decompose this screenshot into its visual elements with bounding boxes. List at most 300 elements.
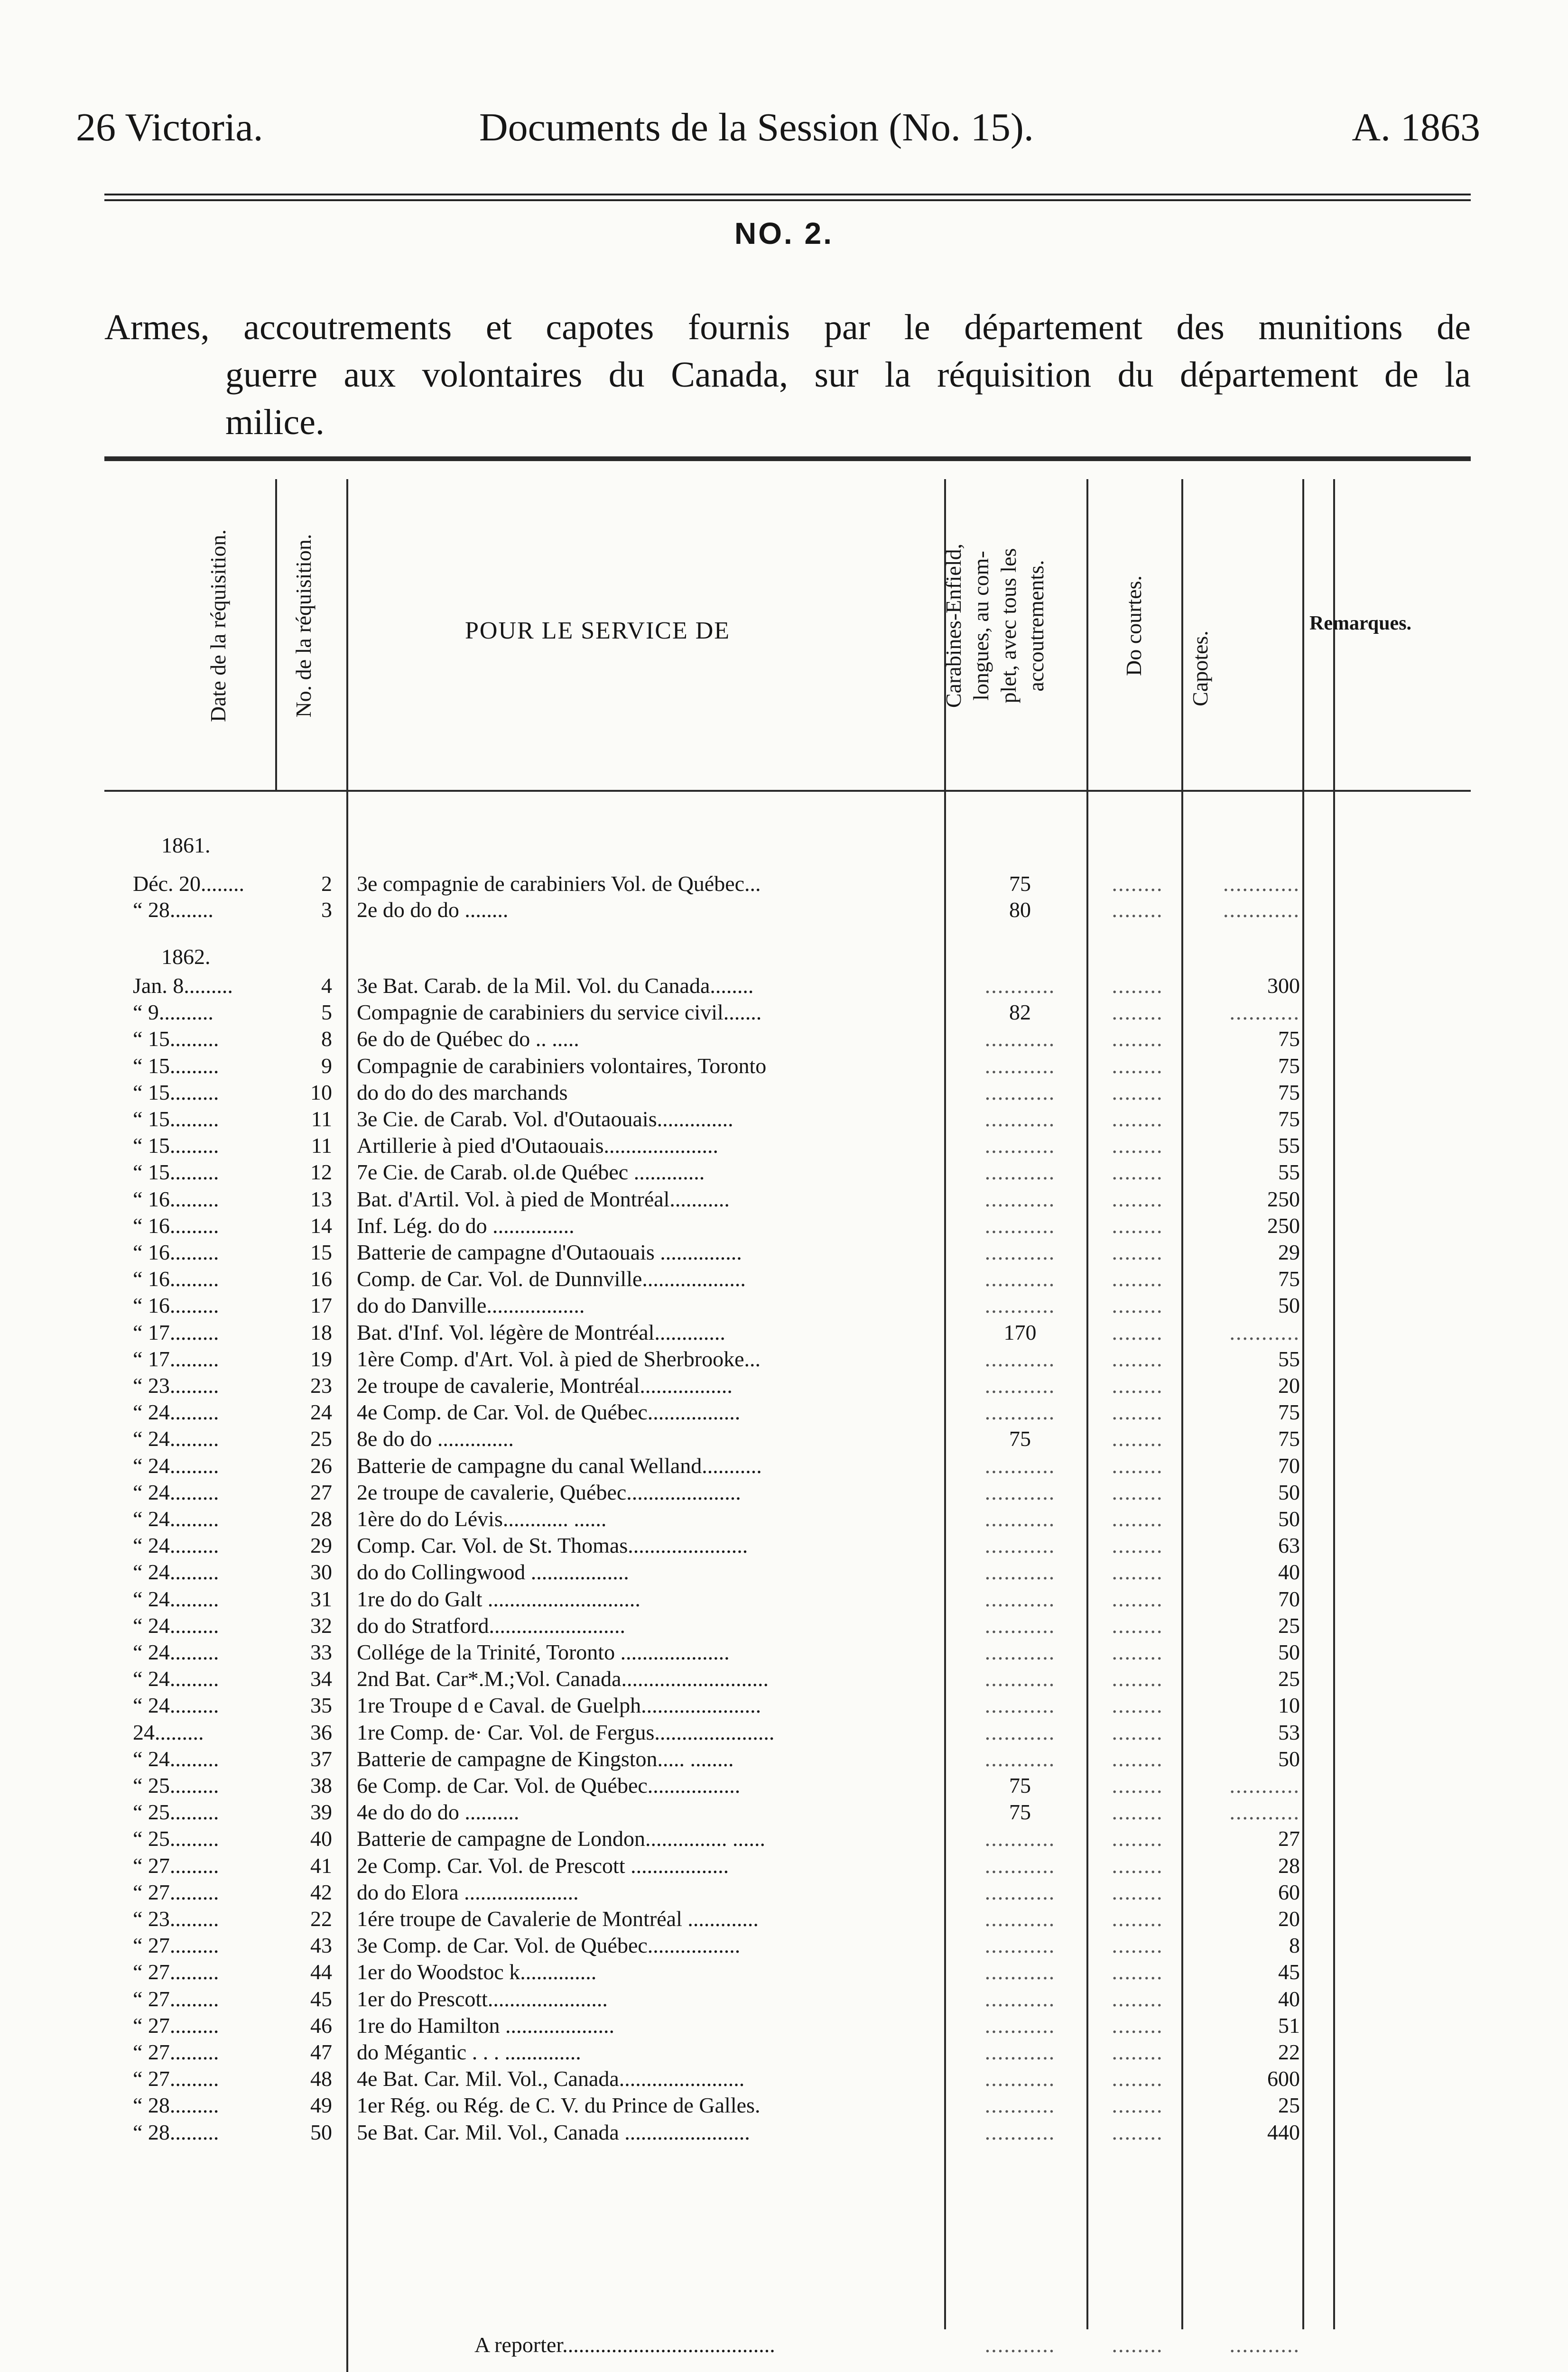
row-capotes: ........... [1229,1000,1300,1025]
table-row [0,2092,1568,2119]
row-date: “ 24......... [133,1693,219,1718]
row-date: “ 24......... [133,1586,219,1611]
row-short-rifles: ........ [1112,1373,1163,1398]
row-capotes: ............ [1223,871,1300,896]
reporter-long: ........... [984,2333,1056,2357]
row-service: 2e troupe de cavalerie, Québec..................... [357,1480,741,1504]
table-row [0,1292,1568,1319]
row-long-rifles: ........... [984,2093,1056,2118]
row-service: 1ère Comp. d'Art. Vol. à pied de Sherbrooke... [357,1346,761,1371]
row-capotes: 53 [1278,1720,1300,1744]
row-date: “ 28......... [133,2093,219,2118]
table-caption [104,304,1471,446]
row-capotes: 29 [1278,1240,1300,1264]
row-capotes: 50 [1278,1640,1300,1664]
row-date: “ 25......... [133,1773,219,1798]
row-capotes: 300 [1267,973,1300,998]
row-long-rifles: ........... [984,1853,1056,1878]
row-long-rifles: 82 [1009,1000,1031,1025]
year-1861: 1861. [161,833,211,857]
row-long-rifles: ........... [984,2040,1056,2064]
row-requisition-no: 40 [310,1826,332,1851]
row-date: “ 24......... [133,1427,219,1451]
row-date: “ 17......... [133,1346,219,1371]
row-short-rifles: ........ [1112,1773,1163,1798]
row-requisition-no: 44 [310,1960,332,1984]
col-head-capotes: Capotes. [1188,630,1212,706]
row-short-rifles: ........ [1112,2040,1163,2064]
row-long-rifles: ........... [984,1693,1056,1718]
row-long-rifles: 75 [1009,871,1031,896]
row-short-rifles: ........ [1112,1586,1163,1611]
row-service: 1re do Hamilton .................... [357,2013,614,2038]
row-long-rifles: ........... [984,1880,1056,1904]
table-row [0,1372,1568,1399]
row-long-rifles: 80 [1009,898,1031,922]
row-date: “ 15......... [133,1107,219,1131]
row-long-rifles: ........... [984,1826,1056,1851]
row-requisition-no: 11 [311,1107,332,1131]
row-requisition-no: 13 [310,1186,332,1211]
row-date: “ 16......... [133,1293,219,1318]
row-date: “ 25......... [133,1826,219,1851]
table-row [0,2012,1568,2039]
row-service: 3e Cie. de Carab. Vol. d'Outaouais.............. [357,1107,733,1131]
row-capotes: 45 [1278,1960,1300,1984]
row-date: “ 24......... [133,1453,219,1478]
section-heading: NO. 2. [734,216,834,250]
row-date: “ 28......... [133,2120,219,2144]
row-long-rifles: ........... [984,1213,1056,1238]
col-head-long-4: accoutrements. [1024,560,1048,692]
row-long-rifles: ........... [984,1480,1056,1504]
row-service: Batterie de campagne du canal Welland........... [357,1453,762,1478]
row-capotes: 25 [1278,1667,1300,1691]
row-capotes: 75 [1278,1053,1300,1078]
table-row [0,1799,1568,1825]
row-short-rifles: ........ [1112,1453,1163,1478]
row-requisition-no: 31 [310,1586,332,1611]
row-service: Artillerie à pied d'Outaouais..................... [357,1133,719,1158]
row-service: 4e Comp. de Car. Vol. de Québec................. [357,1400,741,1425]
row-service: 6e Comp. de Car. Vol. de Québec................. [357,1773,741,1798]
row-short-rifles: ........ [1112,1746,1163,1771]
row-date: “ 16......... [133,1213,219,1238]
table-row [0,1932,1568,1959]
table-head-rule [104,790,1471,792]
row-short-rifles: ........ [1112,1293,1163,1318]
table-row [0,1879,1568,1906]
row-capotes: 55 [1278,1160,1300,1185]
row-capotes: 8 [1289,1933,1300,1958]
row-long-rifles: ........... [984,1160,1056,1185]
row-date: “ 25......... [133,1800,219,1825]
row-capotes: 55 [1278,1133,1300,1158]
row-capotes: 75 [1278,1400,1300,1425]
table-row [0,2119,1568,2146]
col-head-no: No. de la réquisition. [291,534,315,718]
row-long-rifles: ........... [984,1133,1056,1158]
row-requisition-no: 35 [310,1693,332,1718]
table-row [0,1479,1568,1506]
col-head-long-1: Carabines-Enfield, [941,543,965,708]
row-capotes: 70 [1278,1586,1300,1611]
row-requisition-no: 41 [310,1853,332,1878]
row-service: 3e Comp. de Car. Vol. de Québec................. [357,1933,741,1958]
row-date: “ 24......... [133,1507,219,1531]
row-requisition-no: 30 [310,1560,332,1584]
row-requisition-no: 37 [310,1746,332,1771]
row-long-rifles: ........... [984,1027,1056,1051]
row-short-rifles: ........ [1112,1986,1163,2011]
row-service: 1re do do Galt ............................ [357,1586,640,1611]
row-capotes: ........... [1229,1800,1300,1825]
row-capotes: 600 [1267,2066,1300,2091]
table-row [0,1319,1568,1346]
row-service: 6e do de Québec do .. ..... [357,1027,579,1051]
col-head-service: POUR LE SERVICE DE [465,617,731,644]
row-service: 1re Comp. de· Car. Vol. de Fergus...................... [357,1720,775,1744]
row-date: “ 24......... [133,1613,219,1638]
reporter-capotes: ........... [1229,2333,1300,2357]
row-requisition-no: 19 [310,1346,332,1371]
row-requisition-no: 17 [310,1293,332,1318]
row-short-rifles: ........ [1112,1507,1163,1531]
row-requisition-no: 32 [310,1613,332,1638]
table-row [0,1559,1568,1585]
row-short-rifles: ........ [1112,1960,1163,1984]
row-long-rifles: ........... [984,1107,1056,1131]
row-requisition-no: 34 [310,1667,332,1691]
reporter-row [0,2332,1568,2358]
row-requisition-no: 4 [321,973,332,998]
row-date: “ 24......... [133,1400,219,1425]
row-requisition-no: 22 [310,1907,332,1931]
row-capotes: ........... [1229,1320,1300,1344]
row-capotes: ........... [1229,1773,1300,1798]
row-service: Batterie de campagne de London............... ...... [357,1826,765,1851]
row-service: do do Elora ..................... [357,1880,579,1904]
row-short-rifles: ........ [1112,1400,1163,1425]
row-long-rifles: ........... [984,1560,1056,1584]
table-row [0,1825,1568,1852]
row-long-rifles: ........... [984,1586,1056,1611]
row-service: 1er do Prescott...................... [357,1986,608,2011]
row-requisition-no: 39 [310,1800,332,1825]
table-row [0,1772,1568,1799]
row-short-rifles: ........ [1112,2013,1163,2038]
row-short-rifles: ........ [1112,1320,1163,1344]
row-requisition-no: 8 [321,1027,332,1051]
table-row [0,897,1568,923]
row-requisition-no: 49 [310,2093,332,2118]
row-capotes: 75 [1278,1080,1300,1104]
row-long-rifles: ........... [984,1960,1056,1984]
col-head-date: Date de la réquisition. [206,529,230,723]
col-head-short: Do courtes. [1122,575,1146,676]
row-long-rifles: ........... [984,2013,1056,2038]
row-short-rifles: ........ [1112,871,1163,896]
row-capotes: 20 [1278,1907,1300,1931]
row-short-rifles: ........ [1112,1907,1163,1931]
row-short-rifles: ........ [1112,2093,1163,2118]
row-date: “ 23......... [133,1907,219,1931]
row-long-rifles: ........... [984,1346,1056,1371]
page-header [76,104,1480,157]
table-row [0,1453,1568,1479]
row-short-rifles: ........ [1112,1693,1163,1718]
table-row [0,1426,1568,1452]
row-capotes: 25 [1278,1613,1300,1638]
row-date: “ 15......... [133,1080,219,1104]
row-long-rifles: 75 [1009,1800,1031,1825]
table-row [0,1986,1568,2012]
row-capotes: 40 [1278,1560,1300,1584]
row-date: “ 16......... [133,1267,219,1291]
row-capotes: 50 [1278,1480,1300,1504]
row-requisition-no: 23 [310,1373,332,1398]
table-row [0,1506,1568,1532]
table-row [0,1079,1568,1106]
table-row [0,1959,1568,1985]
row-capotes: 40 [1278,1986,1300,2011]
row-long-rifles: 75 [1009,1773,1031,1798]
row-service: 4e Bat. Car. Mil. Vol., Canada....................... [357,2066,745,2091]
row-requisition-no: 24 [310,1400,332,1425]
row-requisition-no: 9 [321,1053,332,1078]
row-short-rifles: ........ [1112,1213,1163,1238]
row-long-rifles: ........... [984,1080,1056,1104]
reporter-short: ........ [1112,2333,1163,2357]
row-short-rifles: ........ [1112,1080,1163,1104]
row-service: Comp. Car. Vol. de St. Thomas...................... [357,1533,748,1558]
row-short-rifles: ........ [1112,1853,1163,1878]
row-requisition-no: 43 [310,1933,332,1958]
header-rule-top [104,194,1471,195]
row-date: “ 9.......... [133,1000,213,1025]
header-rule-bottom [104,199,1471,201]
row-requisition-no: 36 [310,1720,332,1744]
row-capotes: 22 [1278,2040,1300,2064]
row-short-rifles: ........ [1112,1027,1163,1051]
row-capotes: 70 [1278,1453,1300,1478]
row-service: do do do des marchands [357,1080,568,1104]
table-row [0,1906,1568,1932]
row-date: Déc. 20........ [133,871,245,896]
row-date: “ 27......... [133,2040,219,2064]
table-row [0,1586,1568,1612]
row-date: “ 24......... [133,1746,219,1771]
table-row [0,1132,1568,1159]
table-row [0,973,1568,999]
row-date: “ 27......... [133,1853,219,1878]
row-requisition-no: 29 [310,1533,332,1558]
row-long-rifles: ........... [984,1640,1056,1664]
row-date: “ 15......... [133,1160,219,1185]
table-row [0,1746,1568,1772]
row-long-rifles: ........... [984,1933,1056,1958]
row-long-rifles: ........... [984,1400,1056,1425]
row-capotes: 250 [1267,1213,1300,1238]
table-row [0,1239,1568,1266]
row-requisition-no: 12 [310,1160,332,1185]
row-capotes: 50 [1278,1746,1300,1771]
col-head-long-2: longues, au com- [969,551,993,701]
caption-line-2: guerre aux volontaires du Canada, sur la réquisition du département de la [225,355,1471,395]
table-top-rule [104,456,1471,461]
row-long-rifles: ........... [984,1533,1056,1558]
col-head-remarks: Remarques. [1309,612,1412,634]
row-short-rifles: ........ [1112,1107,1163,1131]
row-capotes: 250 [1267,1186,1300,1211]
row-date: “ 27......... [133,1880,219,1904]
row-date: “ 24......... [133,1560,219,1584]
row-short-rifles: ........ [1112,1053,1163,1078]
row-requisition-no: 14 [310,1213,332,1238]
row-date: “ 24......... [133,1480,219,1504]
row-requisition-no: 18 [310,1320,332,1344]
header-right: A. 1863 [1352,105,1480,149]
row-requisition-no: 33 [310,1640,332,1664]
row-service: Comp. de Car. Vol. de Dunnville................... [357,1267,746,1291]
row-short-rifles: ........ [1112,1640,1163,1664]
row-service: Batterie de campagne d'Outaouais ............... [357,1240,742,1264]
row-requisition-no: 10 [310,1080,332,1104]
row-service: 2e Comp. Car. Vol. de Prescott .................. [357,1853,729,1878]
row-long-rifles: ........... [984,1186,1056,1211]
table-row [0,1612,1568,1639]
row-service: 1re Troupe d e Caval. de Guelph...................... [357,1693,761,1718]
row-service: 1er Rég. ou Rég. de C. V. du Prince de Galles. [357,2093,761,2118]
row-long-rifles: ........... [984,1053,1056,1078]
table-row [0,1399,1568,1426]
row-service: do Mégantic . . . .............. [357,2040,581,2064]
row-long-rifles: ........... [984,973,1056,998]
table-row [0,1853,1568,1879]
row-service: Compagnie de carabiniers volontaires, Toronto [357,1053,767,1078]
caption-line-3: milice. [225,402,325,442]
row-long-rifles: 75 [1009,1427,1031,1451]
row-requisition-no: 5 [321,1000,332,1025]
row-short-rifles: ........ [1112,1880,1163,1904]
row-service: Compagnie de carabiniers du service civil....... [357,1000,762,1025]
row-short-rifles: ........ [1112,2066,1163,2091]
row-service: Inf. Lég. do do ............... [357,1213,575,1238]
row-short-rifles: ........ [1112,1240,1163,1264]
row-short-rifles: ........ [1112,1533,1163,1558]
row-requisition-no: 15 [310,1240,332,1264]
row-date: “ 15......... [133,1027,219,1051]
row-date: “ 28........ [133,898,213,922]
row-short-rifles: ........ [1112,1160,1163,1185]
row-short-rifles: ........ [1112,1346,1163,1371]
row-service: 2e do do do ........ [357,898,509,922]
table-row [0,1692,1568,1719]
row-service: 3e Bat. Carab. de la Mil. Vol. du Canada........ [357,973,754,998]
table-row [0,1186,1568,1213]
row-capotes: 51 [1278,2013,1300,2038]
row-date: “ 17......... [133,1320,219,1344]
row-requisition-no: 2 [321,871,332,896]
row-date: 24......... [133,1720,204,1744]
row-capotes: 25 [1278,2093,1300,2118]
row-short-rifles: ........ [1112,898,1163,922]
row-date: “ 24......... [133,1533,219,1558]
row-capotes: 75 [1278,1267,1300,1291]
row-long-rifles: ........... [984,1293,1056,1318]
row-date: “ 27......... [133,1960,219,1984]
row-requisition-no: 28 [310,1507,332,1531]
row-requisition-no: 3 [321,898,332,922]
row-date: “ 27......... [133,1986,219,2011]
row-short-rifles: ........ [1112,1826,1163,1851]
row-date: “ 16......... [133,1186,219,1211]
row-short-rifles: ........ [1112,1667,1163,1691]
caption-line-1: Armes, accoutrements et capotes fournis par le département des munitions de [104,307,1471,347]
table-row [0,1266,1568,1292]
table-row [0,1159,1568,1186]
table-row [0,2066,1568,2092]
row-service: 5e Bat. Car. Mil. Vol., Canada ....................... [357,2120,750,2144]
row-capotes: 28 [1278,1853,1300,1878]
table-row [0,1639,1568,1666]
row-long-rifles: ........... [984,2120,1056,2144]
row-long-rifles: ........... [984,1507,1056,1531]
row-service: Collége de la Trinité, Toronto .................... [357,1640,730,1664]
row-long-rifles: ........... [984,1373,1056,1398]
row-date: “ 15......... [133,1053,219,1078]
row-short-rifles: ........ [1112,1720,1163,1744]
row-service: 1ére troupe de Cavalerie de Montréal ............. [357,1907,759,1931]
row-service: 1ère do do Lévis............ ...... [357,1507,607,1531]
row-long-rifles: ........... [984,1267,1056,1291]
row-service: 8e do do .............. [357,1427,514,1451]
row-capotes: 50 [1278,1507,1300,1531]
row-capotes: 63 [1278,1533,1300,1558]
row-requisition-no: 50 [310,2120,332,2144]
row-date: “ 16......... [133,1240,219,1264]
header-left: 26 Victoria. [76,105,263,149]
row-short-rifles: ........ [1112,1427,1163,1451]
table-row [0,1719,1568,1746]
row-capotes: 27 [1278,1826,1300,1851]
row-capotes: 60 [1278,1880,1300,1904]
row-short-rifles: ........ [1112,1133,1163,1158]
reporter-label: A reporter....................................... [474,2333,775,2357]
table-row [0,871,1568,897]
row-date: “ 27......... [133,2013,219,2038]
row-date: “ 27......... [133,1933,219,1958]
row-long-rifles: ........... [984,1240,1056,1264]
row-long-rifles: ........... [984,2066,1056,2091]
row-short-rifles: ........ [1112,1613,1163,1638]
row-service: 1er do Woodstoc k.............. [357,1960,597,1984]
row-capotes: 20 [1278,1373,1300,1398]
row-date: “ 15......... [133,1133,219,1158]
table-row [0,1053,1568,1079]
row-date: “ 24......... [133,1640,219,1664]
row-requisition-no: 25 [310,1427,332,1451]
row-requisition-no: 27 [310,1480,332,1504]
row-requisition-no: 46 [310,2013,332,2038]
row-short-rifles: ........ [1112,1560,1163,1584]
row-date: “ 24......... [133,1667,219,1691]
table-row [0,999,1568,1026]
row-long-rifles: ........... [984,1453,1056,1478]
row-requisition-no: 16 [310,1267,332,1291]
row-service: Batterie de campagne de Kingston..... ........ [357,1746,734,1771]
row-long-rifles: ........... [984,1986,1056,2011]
